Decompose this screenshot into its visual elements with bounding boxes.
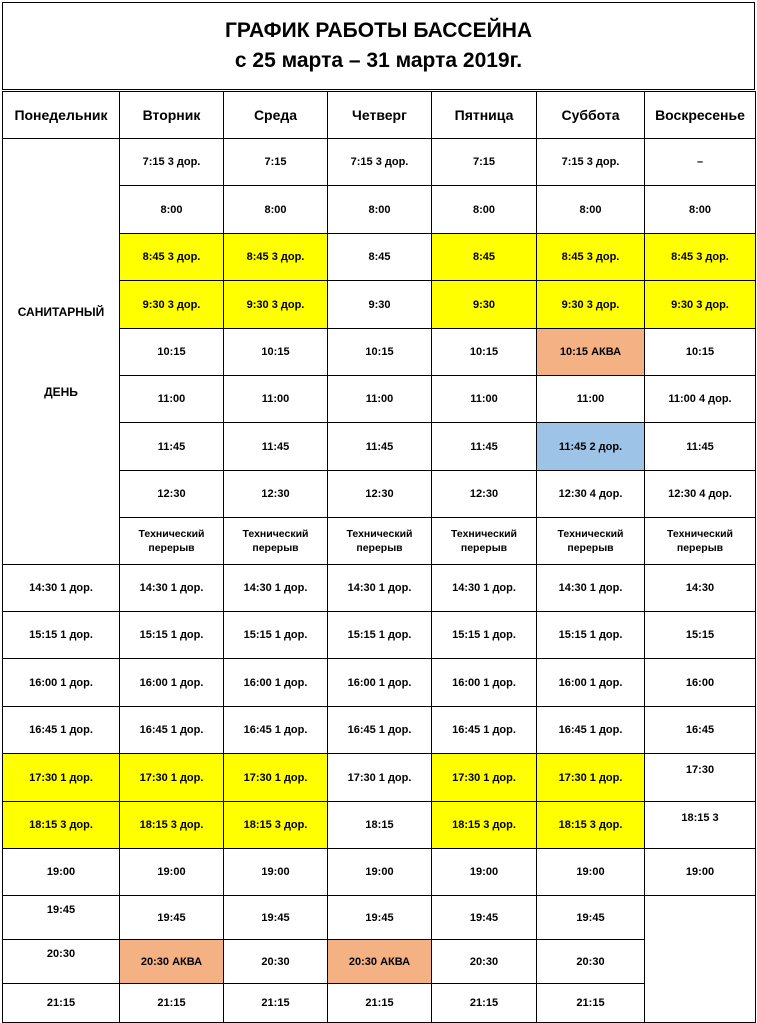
sanitary-day-line-1: САНИТАРНЫЙ xyxy=(17,304,105,319)
break-line-1: Технический xyxy=(666,528,734,540)
schedule-cell: 15:15 1 дор. xyxy=(432,612,537,659)
table-row xyxy=(3,707,756,754)
table-row xyxy=(3,612,756,659)
break-cell xyxy=(537,518,645,565)
schedule-cell: 11:00 xyxy=(328,376,432,423)
table-row xyxy=(3,849,756,896)
table-row xyxy=(3,659,756,707)
schedule-cell: 20:30 xyxy=(432,940,537,984)
schedule-cell: 9:30 3 дор. xyxy=(224,281,328,329)
day-header: Вторник xyxy=(120,92,224,139)
schedule-cell: 8:00 xyxy=(645,186,756,234)
schedule-cell: 19:00 xyxy=(432,849,537,896)
schedule-cell: 21:15 xyxy=(120,984,224,1023)
schedule-cell: 16:45 1 дор. xyxy=(537,707,645,754)
schedule-cell: 17:30 1 дор. xyxy=(224,754,328,802)
schedule-cell: 8:00 xyxy=(224,186,328,234)
schedule-cell: 12:30 4 дор. xyxy=(537,471,645,518)
schedule-cell: 19:00 xyxy=(328,849,432,896)
schedule-cell: 21:15 xyxy=(3,984,120,1023)
schedule-cell: 20:30 АКВА xyxy=(120,940,224,984)
schedule-cell: 19:00 xyxy=(645,849,756,896)
schedule-cell: 8:00 xyxy=(537,186,645,234)
schedule-cell: 11:00 xyxy=(120,376,224,423)
schedule-cell: 8:00 xyxy=(432,186,537,234)
schedule-cell: 12:30 xyxy=(120,471,224,518)
schedule-cell: 7:15 3 дор. xyxy=(328,139,432,186)
schedule-cell: 10:15 xyxy=(328,329,432,376)
schedule-cell: 9:30 xyxy=(328,281,432,329)
schedule-cell: 8:45 3 дор. xyxy=(224,234,328,281)
schedule-cell: 16:00 1 дор. xyxy=(432,659,537,707)
schedule-cell: 15:15 1 дор. xyxy=(3,612,120,659)
header-row xyxy=(3,92,756,139)
schedule-cell: 16:45 1 дор. xyxy=(3,707,120,754)
schedule-cell: 12:30 xyxy=(432,471,537,518)
schedule-cell: 16:45 xyxy=(645,707,756,754)
schedule-cell: 17:30 xyxy=(645,754,756,802)
day-header: Среда xyxy=(224,92,328,139)
schedule-cell: 14:30 1 дор. xyxy=(432,565,537,612)
schedule-cell: 19:45 xyxy=(537,896,645,940)
schedule-cell: 19:45 xyxy=(224,896,328,940)
schedule-cell: 11:45 xyxy=(120,423,224,471)
schedule-cell: 16:00 1 дор. xyxy=(3,659,120,707)
schedule-cell: 14:30 1 дор. xyxy=(3,565,120,612)
break-cell xyxy=(328,518,432,565)
schedule-cell: 11:00 xyxy=(537,376,645,423)
sanitary-day-cell xyxy=(3,139,120,565)
schedule-cell: 9:30 3 дор. xyxy=(645,281,756,329)
day-header: Понедельник xyxy=(3,92,120,139)
schedule-cell: 18:15 3 дор. xyxy=(224,802,328,849)
schedule-cell: 18:15 3 дор. xyxy=(120,802,224,849)
break-cell xyxy=(224,518,328,565)
schedule-cell: 11:45 xyxy=(432,423,537,471)
schedule-cell: 19:00 xyxy=(120,849,224,896)
day-header: Воскресенье xyxy=(645,92,756,139)
schedule-cell: 20:30 xyxy=(3,940,120,984)
schedule-cell: 8:45 3 дор. xyxy=(645,234,756,281)
schedule-cell: 19:45 xyxy=(432,896,537,940)
schedule-cell: 10:15 xyxy=(432,329,537,376)
schedule-cell: 21:15 xyxy=(224,984,328,1023)
schedule-cell: 15:15 1 дор. xyxy=(224,612,328,659)
schedule-cell: 8:45 3 дор. xyxy=(537,234,645,281)
schedule-cell: 9:30 xyxy=(432,281,537,329)
schedule-cell: 14:30 1 дор. xyxy=(328,565,432,612)
schedule-cell: 7:15 3 дор. xyxy=(120,139,224,186)
table-row xyxy=(3,754,756,802)
table-row xyxy=(3,984,756,1023)
schedule-cell: 14:30 xyxy=(645,565,756,612)
break-line-1: Технический xyxy=(138,528,205,540)
schedule-cell: 11:45 xyxy=(224,423,328,471)
schedule-cell: 8:45 xyxy=(328,234,432,281)
schedule-cell: 12:30 4 дор. xyxy=(645,471,756,518)
schedule-cell: 8:00 xyxy=(120,186,224,234)
break-line-2: перерыв xyxy=(460,542,508,554)
break-line-1: Технический xyxy=(346,528,413,540)
schedule-cell: 16:00 1 дор. xyxy=(224,659,328,707)
sanitary-day-line-2: ДЕНЬ xyxy=(44,384,78,399)
schedule-cell: 16:45 1 дор. xyxy=(432,707,537,754)
schedule-cell: 11:00 xyxy=(224,376,328,423)
schedule-cell: 10:15 xyxy=(120,329,224,376)
schedule-cell: 11:45 xyxy=(328,423,432,471)
schedule-cell: 14:30 1 дор. xyxy=(537,565,645,612)
schedule-cell: 18:15 3 дор. xyxy=(537,802,645,849)
schedule-cell: 16:00 1 дор. xyxy=(120,659,224,707)
schedule-cell: 16:45 1 дор. xyxy=(224,707,328,754)
schedule-cell: 17:30 1 дор. xyxy=(328,754,432,802)
break-line-2: перерыв xyxy=(676,542,724,554)
schedule-cell: 19:45 xyxy=(120,896,224,940)
schedule-cell: 15:15 xyxy=(645,612,756,659)
schedule-cell: 17:30 1 дор. xyxy=(3,754,120,802)
schedule-cell: 10:15 АКВА xyxy=(537,329,645,376)
day-header: Суббота xyxy=(537,92,645,139)
schedule-cell: 7:15 xyxy=(224,139,328,186)
break-line-2: перерыв xyxy=(356,542,403,554)
schedule-title xyxy=(2,2,755,90)
schedule-cell: 18:15 3 дор. xyxy=(432,802,537,849)
schedule-cell: 10:15 xyxy=(224,329,328,376)
break-line-2: перерыв xyxy=(148,542,195,554)
schedule-cell: 14:30 1 дор. xyxy=(224,565,328,612)
schedule-cell: 21:15 xyxy=(328,984,432,1023)
schedule-cell: 17:30 1 дор. xyxy=(120,754,224,802)
schedule-cell: 19:45 xyxy=(3,896,120,940)
schedule-cell: 8:00 xyxy=(328,186,432,234)
break-cell xyxy=(120,518,224,565)
schedule-cell: 19:00 xyxy=(3,849,120,896)
schedule-cell: 12:30 xyxy=(224,471,328,518)
schedule-cell: 20:30 АКВА xyxy=(328,940,432,984)
schedule-cell: 21:15 xyxy=(537,984,645,1023)
schedule-cell: 11:00 4 дор. xyxy=(645,376,756,423)
schedule-cell: 9:30 3 дор. xyxy=(120,281,224,329)
title-line-1: ГРАФИК РАБОТЫ БАССЕЙНА xyxy=(224,19,533,42)
break-line-1: Технический xyxy=(450,528,518,540)
day-header: Пятница xyxy=(432,92,537,139)
schedule-cell: 19:00 xyxy=(537,849,645,896)
schedule-cell: 17:30 1 дор. xyxy=(432,754,537,802)
schedule-cell: 15:15 1 дор. xyxy=(537,612,645,659)
schedule-cell: 15:15 1 дор. xyxy=(328,612,432,659)
schedule-cell: 16:00 xyxy=(645,659,756,707)
table-row xyxy=(3,565,756,612)
schedule-cell: 17:30 1 дор. xyxy=(537,754,645,802)
schedule-cell: 9:30 3 дор. xyxy=(537,281,645,329)
schedule-cell: 11:45 2 дор. xyxy=(537,423,645,471)
schedule-cell: 19:45 xyxy=(328,896,432,940)
schedule-cell: 20:30 xyxy=(537,940,645,984)
break-line-2: перерыв xyxy=(252,542,299,554)
schedule-cell: 7:15 3 дор. xyxy=(537,139,645,186)
schedule-cell: 12:30 xyxy=(328,471,432,518)
empty-cell xyxy=(645,896,756,1023)
schedule-cell: 18:15 xyxy=(328,802,432,849)
schedule-cell: 16:00 1 дор. xyxy=(328,659,432,707)
break-line-1: Технический xyxy=(242,528,309,540)
schedule-cell: 14:30 1 дор. xyxy=(120,565,224,612)
schedule-cell: – xyxy=(645,139,756,186)
break-line-2: перерыв xyxy=(567,542,614,554)
schedule-cell: 19:00 xyxy=(224,849,328,896)
table-row xyxy=(3,139,756,186)
break-cell xyxy=(432,518,537,565)
schedule-cell: 15:15 1 дор. xyxy=(120,612,224,659)
schedule-cell: 18:15 3 дор. xyxy=(3,802,120,849)
schedule-table xyxy=(2,91,756,1023)
schedule-cell: 21:15 xyxy=(432,984,537,1023)
break-cell xyxy=(645,518,756,565)
schedule-cell: 8:45 xyxy=(432,234,537,281)
table-row xyxy=(3,802,756,849)
schedule-cell: 8:45 3 дор. xyxy=(120,234,224,281)
schedule-cell: 18:15 3 xyxy=(645,802,756,849)
schedule-cell: 16:00 1 дор. xyxy=(537,659,645,707)
schedule-cell: 10:15 xyxy=(645,329,756,376)
break-line-1: Технический xyxy=(557,528,624,540)
table-row xyxy=(3,896,756,940)
schedule-cell: 20:30 xyxy=(224,940,328,984)
schedule-cell: 16:45 1 дор. xyxy=(328,707,432,754)
schedule-cell: 7:15 xyxy=(432,139,537,186)
schedule-cell: 11:45 xyxy=(645,423,756,471)
schedule-cell: 16:45 1 дор. xyxy=(120,707,224,754)
day-header: Четверг xyxy=(328,92,432,139)
schedule-cell: 11:00 xyxy=(432,376,537,423)
table-row xyxy=(3,940,756,984)
title-line-2: с 25 марта – 31 марта 2019г. xyxy=(234,49,523,72)
